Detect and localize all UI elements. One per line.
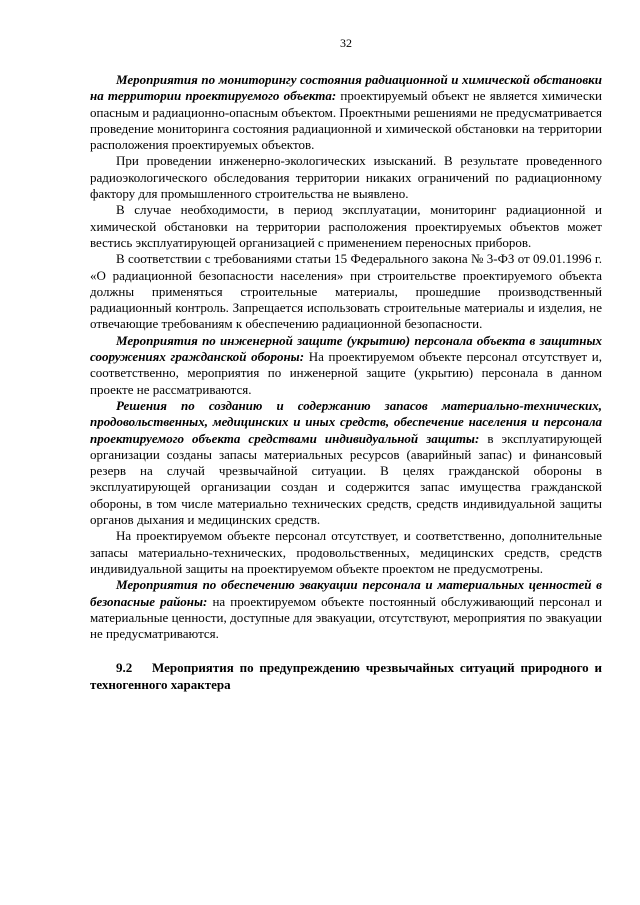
page-number: 32 — [340, 36, 352, 50]
paragraph-text: В соответствии с требованиями статьи 15 Федерального закона № 3-ФЗ от 09.01.1996 г. «О радиационной безопасности населения» при строительстве проектируемого объекта должны применяться строительные материалы, прошедшие производственный радиационный контроль. Запрещается использовать строительные материалы и изделия, не отвечающие требованиям к обеспечению радиационной безопасности. — [90, 251, 602, 332]
paragraph-lead: Мероприятия по мониторингу состояния радиационной и химической обстановки на территории проектируемого объекта: — [90, 72, 602, 104]
paragraph-text: В случае необходимости, в период эксплуатации, мониторинг радиационной и химической обстановки на территории расположения проектируемых объектов может вестись эксплуатирующей организацией с применением переносных приборов. — [90, 202, 602, 250]
paragraph-lead: Мероприятия по обеспечению эвакуации персонала и материальных ценностей в безопасные районы: — [90, 577, 602, 609]
paragraph-radiation-monitoring — [90, 72, 602, 153]
paragraph-reserves — [90, 398, 602, 528]
paragraph-federal-law — [90, 251, 602, 332]
paragraph-lead: Мероприятия по инженерной защите (укрытию) персонала объекта в защитных сооружениях гражданской обороны: — [90, 332, 602, 365]
section-number: 9.2 — [116, 660, 133, 676]
paragraph-text: проектируемый объект не является химически опасным и радиационно-опасным объектом. Проектными решениями не предусматривается проведение мониторинга состояния радиационной и химической обстановки на территории расположения проектируемых объектов. — [90, 88, 602, 153]
paragraph-engineering-protection — [90, 333, 602, 398]
paragraph-text: на проектируемом объекте постоянный обслуживающий персонал и материальные ценности, доступные для эвакуации, отсутствуют, мероприятия по эвакуации не предусматриваются. — [90, 593, 602, 642]
paragraph-text: При проведении инженерно-экологических изысканий. В результате проведенного радиоэкологического обследования территории никаких ограничений по радиационному фактору для промышленного строительства не выявлено. — [90, 153, 602, 202]
paragraph-text: в эксплуатирующей организации созданы запасы материальных ресурсов (аварийный запас) и финансовый резерв на случай чрезвычайной ситуации. В целях гражданской обороны в эксплуатирующей организации создан и содержится запас имущества гражданской обороны, в том числе материально технических средств, средств индивидуальной защиты органов дыхания и медицинских средств. — [90, 430, 602, 528]
paragraph-surveys — [90, 153, 602, 202]
document-page — [90, 36, 602, 693]
section-heading — [90, 660, 602, 693]
paragraph-evacuation — [90, 577, 602, 642]
paragraph-no-personnel — [90, 528, 602, 577]
paragraph-text: На проектируемом объекте персонал отсутствует, и соответственно, дополнительные запасы материально-технических, продовольственных, медицинских средств, средств индивидуальной защиты на проектируемом объекте проектом не предусмотрены. — [90, 528, 602, 576]
paragraph-operation-monitoring — [90, 202, 602, 251]
paragraph-lead: Решения по созданию и содержанию запасов материально-технических, продовольственных, медицинских и иных средств, обеспечение населения и персонала проектируемого объекта средствами индивидуальной защиты: — [90, 397, 602, 446]
section-title: Мероприятия по предупреждению чрезвычайных ситуаций природного и техногенного характера — [90, 660, 602, 692]
paragraph-text: На проектируемом объекте персонал отсутствует и, соответственно, мероприятия по инженерной защите (укрытию) персонала в данном проекте не рассматриваются. — [90, 349, 602, 397]
